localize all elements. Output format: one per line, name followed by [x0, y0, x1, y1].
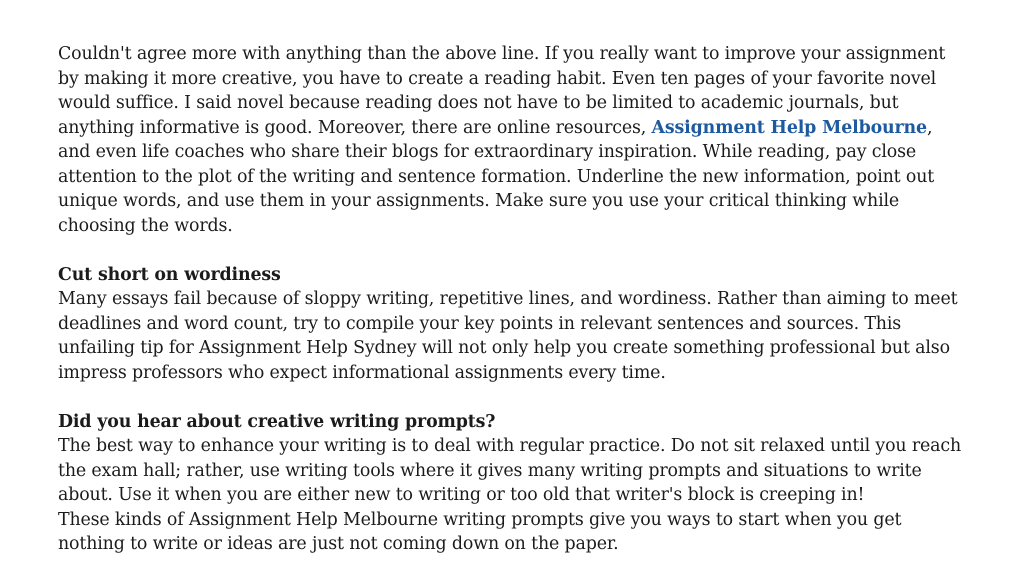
- assignment-help-melbourne-link[interactable]: Assignment Help Melbourne: [651, 117, 927, 138]
- prompts-paragraph-continued: These kinds of Assignment Help Melbourne writing prompts give you ways to start when you get nothing to write or ideas are just not coming down on the paper.: [58, 509, 902, 554]
- heading-creative-writing-prompts: Did you hear about creative writing prompts?: [58, 411, 496, 432]
- intro-text-after-link: , and even life coaches who share their blogs for extraordinary inspiration. While reading, pay close attention to the plot of the writing and sentence formation. Underline the new information, point out unique words, and use them in your assignments. Make sure you use your critical thinking while choosing the words.: [58, 117, 935, 236]
- paragraph-spacer: [58, 385, 968, 410]
- wordiness-paragraph: Many essays fail because of sloppy writing, repetitive lines, and wordiness. Rather than aiming to meet deadlines and word count, try to compile your key points in relevant sentences and sources. This unfailing tip for Assignment Help Sydney will not only help you create something professional but also impress professors who expect informational assignments every time.: [58, 289, 958, 383]
- intro-paragraph: [58, 42, 968, 238]
- paragraph-spacer: [58, 238, 968, 263]
- prompts-paragraph: The best way to enhance your writing is to deal with regular practice. Do not sit relaxed until you reach the exam hall; rather, use writing tools where it gives many writing prompts and situations to write about. Use it when you are either new to writing or too old that writer's block is creeping in!: [58, 436, 962, 505]
- document-body: [58, 42, 968, 557]
- intro-text-before-link: Couldn't agree more with anything than the above line. If you really want to improve your assignment by making it more creative, you have to create a reading habit. Even ten pages of your favorite novel would suffice. I said novel because reading does not have to be limited to academic journals, but anything informative is good. Moreover, there are online resources,: [58, 44, 946, 138]
- heading-cut-short-on-wordiness: Cut short on wordiness: [58, 264, 281, 285]
